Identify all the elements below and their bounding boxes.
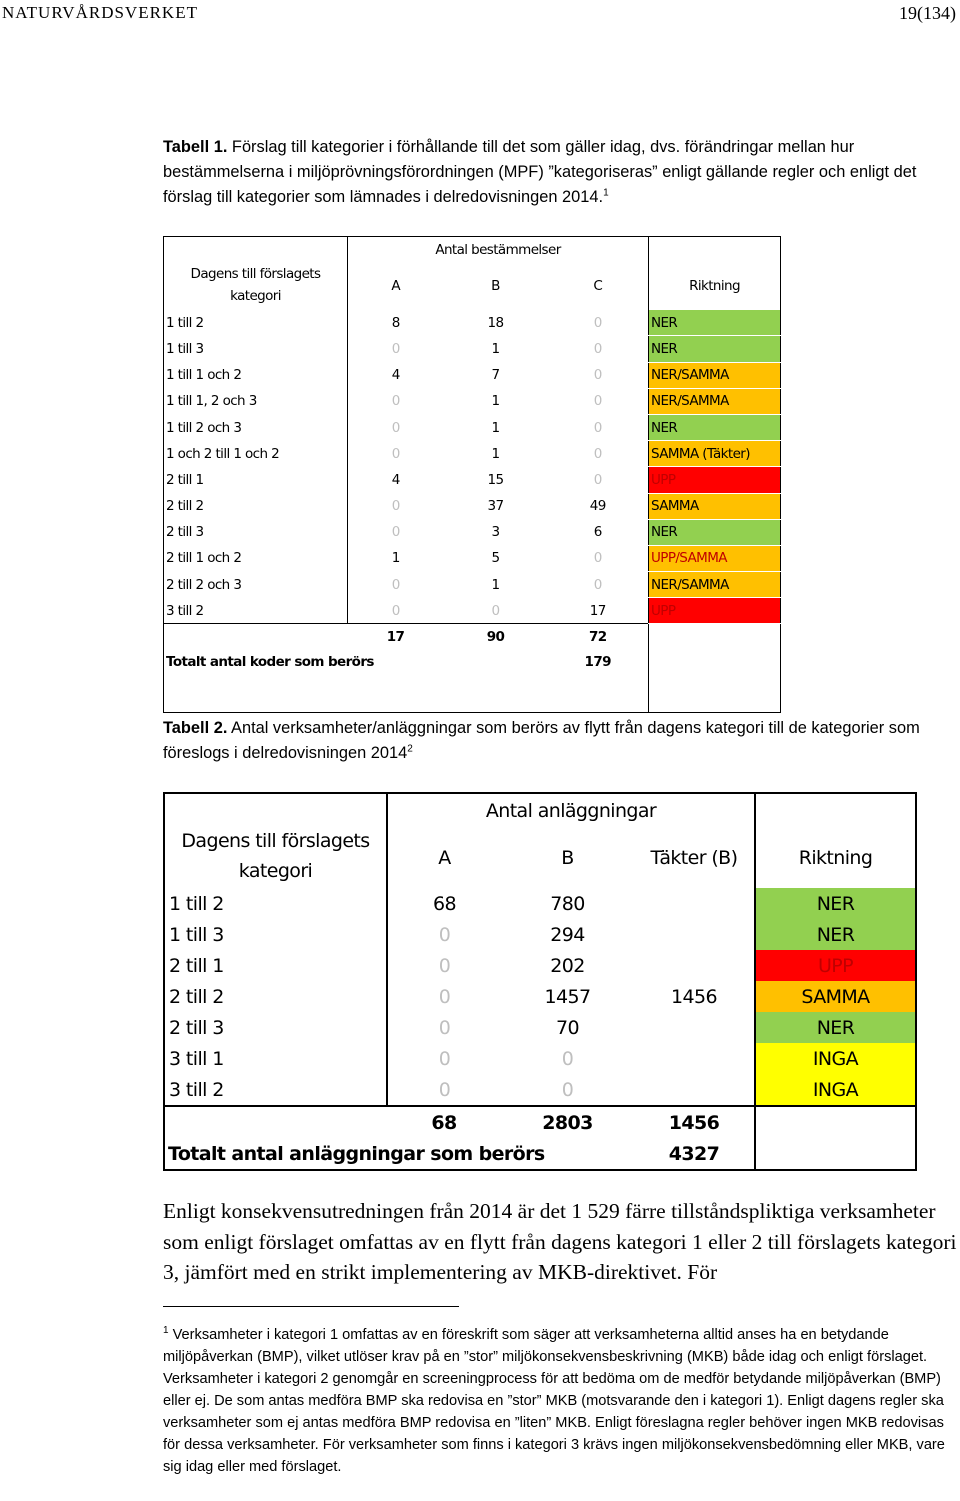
table-row [164,950,916,981]
table1-cell-category: 2 till 2 [164,493,348,519]
table1-cell-a: 4 [348,467,444,493]
table2-cell-direction: UPP [755,950,916,981]
table1-cell-a: 0 [348,441,444,467]
table1-cell-direction: NER/SAMMA [649,362,781,388]
table2-cell-a: 0 [387,1074,501,1106]
table2-cell-category: 1 till 2 [164,888,387,919]
table1-cell-category: 1 till 2 och 3 [164,414,348,440]
table2-cell-a: 0 [387,981,501,1012]
table2-cell-a: 0 [387,950,501,981]
table1-cell-a: 0 [348,519,444,545]
table2-caption-text: Antal verksamheter/anläggningar som berörs av flytt från dagens kategori till de kategorier som föreslogs i delredovisningen 2014 [163,719,920,762]
agency-name: NATURVÅRDSVERKET [2,3,198,22]
table-row [164,919,916,950]
table2 [163,792,917,1171]
table-row [164,493,781,519]
table1-cell-category: 1 och 2 till 1 och 2 [164,441,348,467]
table-row [164,441,781,467]
table2-col-a: A [387,827,501,888]
table1-cell-b: 3 [491,524,500,541]
table2-cell-category: 1 till 3 [164,919,387,950]
table2-cell-direction: NER [755,888,916,919]
table1-caption-text: Förslag till kategorier i förhållande till det som gäller idag, dvs. förändringar mellan hur bestämmelserna i miljöprövningsförordningen (MPF) ”kategoriseras” enligt gällande regler och enligt det förslag till kategorier som lämnades i delredovisningen 2014. [163,138,917,206]
table1-cell-b: 1 [491,445,500,462]
table-row [164,598,781,624]
table1-cell-b: 0 [491,602,500,619]
body-paragraph: Enligt konsekvensutredningen från 2014 är det 1 529 färre tillståndspliktiga verksamheter som enligt förslaget omfattas av en flytt från dagens kategori 1 eller 2 till förslagets kategori 3, jämfört med en strikt implementering av MKB-direktivet. För [163,1199,957,1284]
table1-col-category: Dagens till förslagets kategori [164,237,348,311]
table2-caption-label: Tabell 2. [163,719,228,737]
table1-cell-direction: UPP [649,467,781,493]
table1-cell-b: 37 [487,498,504,515]
footnote-text: Verksamheter i kategori 1 omfattas av en föreskrift som säger att verksamheterna alltid anses ha en betydande miljöpåverkan (BMP), vilket utlöser krav på en ”stor” miljökonsekvensbeskrivning (MKB) både idag och enligt förslaget. Verksamheter i kategori 2 genomgår en screeningprocess för att bedöma om de medför betydande miljöpåverkan (BMP) eller ej. De som antas medföra BMP ska redovisa en ”stor” MKB (motsvarande den i kategori 1). Enligt dagens regler ska verksamheter som ej antas medföra BMP redovisa en ”liten” MKB. Enligt föreslagna regler behöver ingen MKB redovisas för dessa verksamheter. För verksamheter som finns i kategori 3 krävs ingen miljökonsekvensbedömning eller MKB, vare sig idag eller med förslaget. [163,1327,945,1475]
table2-cell-a: 0 [387,1012,501,1043]
table1-cell-direction: UPP/SAMMA [649,545,781,571]
table2-cell-category: 2 till 1 [164,950,387,981]
table-row [164,1074,916,1106]
table1-cell-c: 0 [593,340,602,357]
table1-cell-b: 7 [491,367,500,384]
table1-cell-direction: SAMMA (Täkter) [649,441,781,467]
table1-cell-category: 1 till 1, 2 och 3 [164,388,348,414]
footnote-ref: 1 [603,187,609,199]
table1-cell-category: 1 till 1 och 2 [164,362,348,388]
table2-sum-quarry: 1456 [634,1106,755,1138]
table-row [164,310,781,336]
table1-cell-direction: NER/SAMMA [649,572,781,598]
table2-caption-sup: 2 [407,743,413,755]
table1-sum-a: 17 [348,624,444,650]
table-row [164,519,781,545]
table1-col-a: A [348,262,444,310]
table1-total-value: 179 [584,654,611,671]
table1-cell-a: 0 [348,336,444,362]
table1-cell-b: 1 [491,340,500,357]
table-row [164,1043,916,1074]
table2-cell-b: 294 [550,923,585,946]
table1-cell-direction: NER/SAMMA [649,388,781,414]
table2-col-direction: Riktning [755,827,916,888]
table-row [164,572,781,598]
table1-cell-b: 1 [491,419,500,436]
table1-cell-category: 1 till 3 [164,336,348,362]
table-row [164,981,916,1012]
table1-cell-a: 0 [348,598,444,624]
table1-cell-a: 0 [348,388,444,414]
table2-col-quarry: Täkter (B) [650,846,738,869]
table1-cell-c: 0 [593,576,602,593]
table1-cell-direction: NER [649,414,781,440]
table2-caption [163,716,953,766]
table1-cell-a: 1 [348,545,444,571]
table2-cell-direction: INGA [755,1043,916,1074]
table1-cell-c: 0 [593,550,602,567]
table1-caption [163,135,953,210]
table1-cell-category: 2 till 1 och 2 [164,545,348,571]
table2-cell-category: 2 till 2 [164,981,387,1012]
table1-cell-a: 0 [348,493,444,519]
footnote-divider [163,1306,459,1307]
table2-cell-quarry [634,950,755,981]
table1-cell-c: 0 [593,315,602,332]
table1-cell-category: 2 till 3 [164,519,348,545]
table1-cell-direction: UPP [649,598,781,624]
table1-cell-a: 4 [348,362,444,388]
table1-sum-b: 90 [444,624,548,650]
table2-cell-b: 202 [550,954,585,977]
table2-cell-b: 0 [561,1078,574,1101]
table2-sum-b: 2803 [501,1106,634,1138]
table2-total-value: 4327 [668,1142,720,1165]
table1 [163,236,781,713]
table2-cell-b: 780 [550,892,585,915]
table1-cell-direction: NER [649,310,781,336]
table1-total-label: Totalt antal koder som berörs [164,650,548,675]
table1-cell-direction: SAMMA [649,493,781,519]
table1-cell-c: 6 [593,524,602,541]
table1-group-header: Antal bestämmelser [348,237,649,263]
table2-cell-direction: NER [755,919,916,950]
table1-col-direction: Riktning [649,262,781,310]
table1-cell-category: 2 till 2 och 3 [164,572,348,598]
table2-cell-b: 0 [561,1047,574,1070]
table1-cell-b: 5 [491,550,500,567]
table2-cell-quarry [634,1074,755,1106]
table1-cell-category: 1 till 2 [164,310,348,336]
table-row [164,1012,916,1043]
table2-cell-quarry [634,1012,755,1043]
table1-cell-c: 0 [593,419,602,436]
table2-sum-a: 68 [387,1106,501,1138]
table2-total-label: Totalt antal anläggningar som berörs [164,1138,634,1170]
table-row [164,414,781,440]
table2-cell-quarry: 1456 [671,985,717,1008]
table1-cell-b: 1 [491,576,500,593]
table2-col-category: Dagens till förslagets kategori [164,793,387,888]
footnote [163,1324,960,1478]
page-number: 19(134) [899,3,956,23]
table-row [164,362,781,388]
table1-cell-direction: NER [649,519,781,545]
table1-cell-c: 49 [589,498,606,515]
table1-cell-category: 2 till 1 [164,467,348,493]
table1-cell-c: 0 [593,393,602,410]
table1-cell-a: 0 [348,414,444,440]
table2-cell-category: 3 till 2 [164,1074,387,1106]
table1-cell-c: 0 [593,367,602,384]
table1-sum-c: 72 [548,624,649,650]
footnote-number: 1 [163,1325,169,1337]
table1-cell-b: 1 [491,393,500,410]
table2-cell-a: 0 [387,1043,501,1074]
table1-cell-direction: NER [649,336,781,362]
table1-cell-a: 8 [348,310,444,336]
table-row [164,545,781,571]
table1-cell-c: 17 [589,602,606,619]
table2-cell-b: 70 [556,1016,579,1039]
table2-cell-quarry [634,888,755,919]
table2-group-header: Antal anläggningar [387,793,755,827]
table2-cell-b: 1457 [544,985,591,1008]
table-row [164,336,781,362]
table2-cell-category: 3 till 1 [164,1043,387,1074]
table1-cell-c: 0 [593,445,602,462]
table2-cell-a: 68 [387,888,501,919]
table2-col-b: B [561,846,574,869]
table1-col-c: C [593,278,603,295]
table1-cell-a: 0 [348,572,444,598]
table2-cell-direction: SAMMA [755,981,916,1012]
table2-cell-direction: INGA [755,1074,916,1106]
table1-col-b: B [491,278,500,295]
table1-cell-c: 0 [593,471,602,488]
table2-cell-a: 0 [387,919,501,950]
table1-cell-b: 18 [487,315,504,332]
table1-cell-b: 15 [487,471,504,488]
table-row [164,467,781,493]
table2-cell-direction: NER [755,1012,916,1043]
table1-caption-label: Tabell 1. [163,138,228,156]
table1-cell-category: 3 till 2 [164,598,348,624]
table-row [164,888,916,919]
table-row [164,388,781,414]
table2-cell-category: 2 till 3 [164,1012,387,1043]
table2-cell-quarry [634,919,755,950]
table2-cell-quarry [634,1043,755,1074]
